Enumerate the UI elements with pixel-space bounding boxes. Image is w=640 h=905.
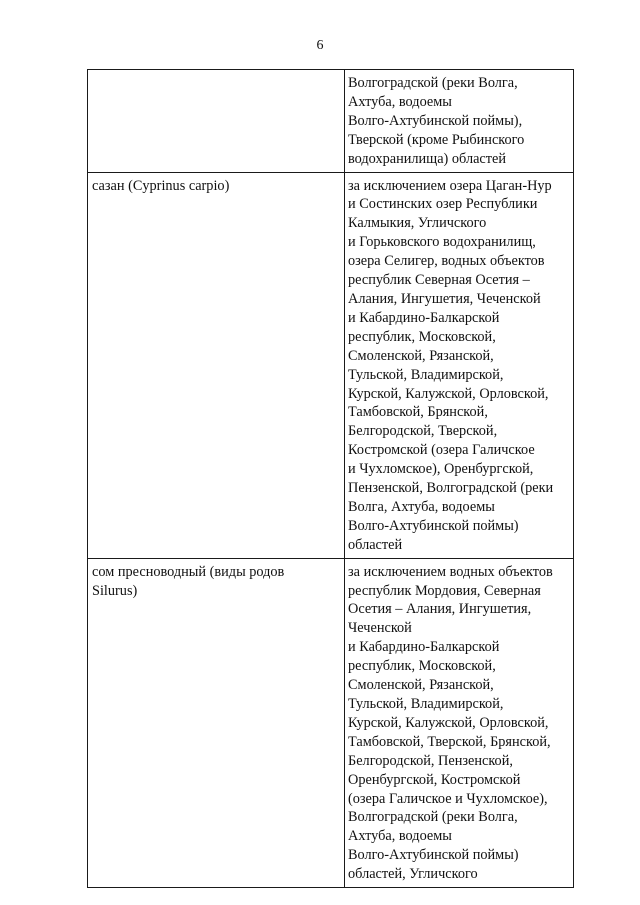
species-name: сом пресноводный (виды родов Silurus)	[92, 563, 285, 599]
species-cell	[88, 558, 345, 887]
table-row	[88, 558, 574, 887]
species-name: сазан (Cyprinus carpio)	[92, 177, 230, 194]
exceptions-cell	[345, 70, 574, 173]
exceptions-cell	[345, 172, 574, 558]
table-row	[88, 70, 574, 173]
species-table	[87, 69, 574, 888]
species-cell	[88, 172, 345, 558]
exceptions-text: за исключением водных объектов республик Мордовия, Северная Осетия – Алания, Ингушетия, Чеченской и Кабардино-Балкарской республик, Московской, Смоленской, Рязанской, Тульской, Владимирской, Курской, Калужской, Орловской, Тамбовской, Тверской, Брянской, Белгородской, Пензенской, Оренбургской, Костромской (озера Галичское и Чухломское), Волгоградской (реки Волга, Ахтуба, водоемы Волго-Ахтубинской поймы) областей, Угличского	[348, 563, 553, 883]
species-name	[88, 70, 344, 77]
exceptions-text: за исключением озера Цаган-Нур и Состинских озер Республики Калмыкия, Угличского и Горьковского водохранилищ, озера Селигер, водных объектов республик Северная Осетия – Алания, Ингушетия, Чеченской и Кабардино-Балкарской республик, Московской, Смоленской, Рязанской, Тульской, Владимирской, Курской, Калужской, Орловской, Тамбовской, Брянской, Белгородской, Тверской, Костромской (озера Галичское и Чухломское), Оренбургской, Пензенской, Волгоградской (реки Волга, Ахтуба, водоемы Волго-Ахтубинской поймы) областей	[348, 177, 554, 553]
table-row	[88, 172, 574, 558]
species-cell	[88, 70, 345, 173]
page-number: 6	[316, 38, 324, 53]
exceptions-text: Волгоградской (реки Волга, Ахтуба, водоемы Волго-Ахтубинской поймы), Тверской (кроме Рыбинского водохранилища) областей	[348, 75, 525, 167]
exceptions-cell	[345, 558, 574, 887]
